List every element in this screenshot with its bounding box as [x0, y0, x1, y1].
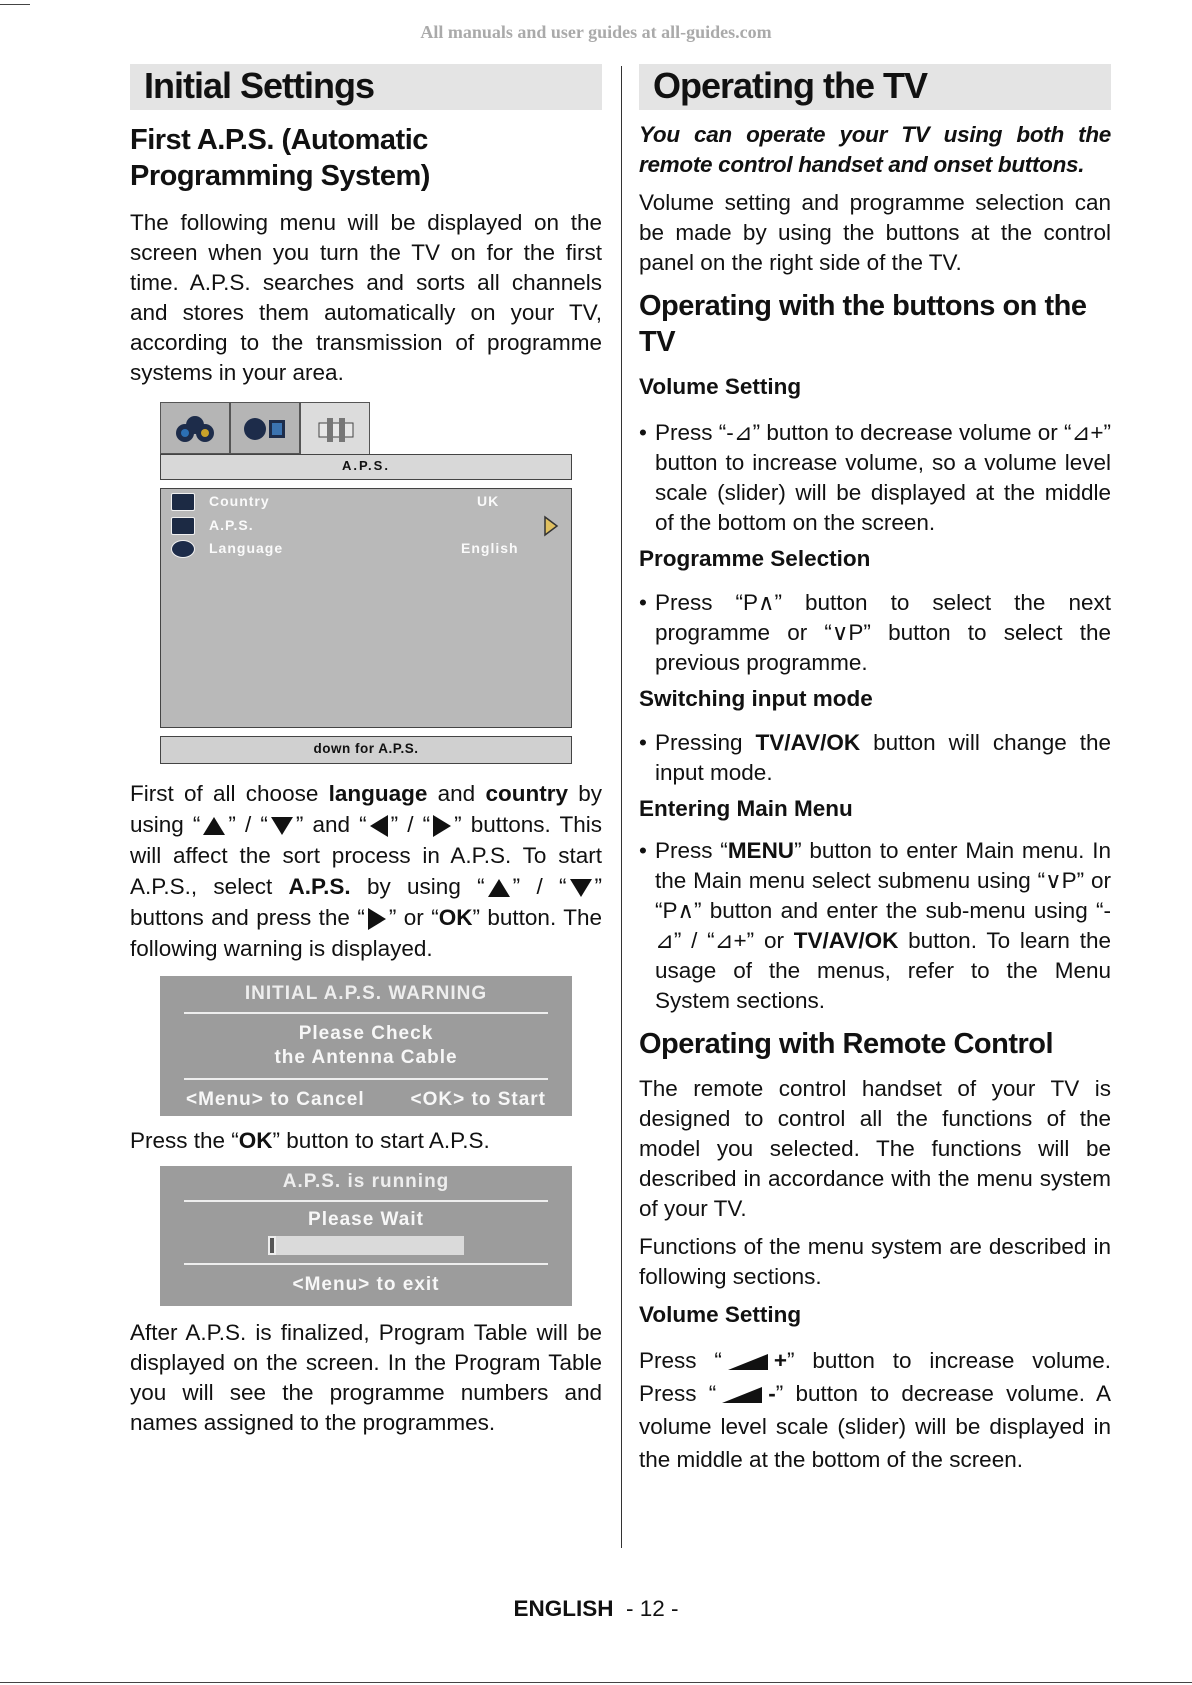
country-icon [171, 493, 195, 511]
menu-system-paragraph: Functions of the menu system are described in following sections. [639, 1234, 1111, 1289]
aps-menu-screenshot [160, 402, 572, 764]
buttons-heading: Operating with the buttons on the TV [639, 290, 1087, 358]
aps-heading-line2: Programming System) [130, 160, 430, 192]
warning-line2: the Antenna Cable [274, 1047, 458, 1068]
bottom-rule [0, 1682, 1192, 1683]
warning-rule-bottom [184, 1078, 548, 1080]
running-wait-text: Please Wait [308, 1209, 424, 1230]
aps-heading [130, 122, 602, 194]
arrow-right-icon [433, 815, 451, 837]
arrow-up-icon [203, 817, 225, 835]
programme-bullet: • Press “P∧” button to select the next programme or “∨P” button to select the previous programme. [639, 588, 1111, 678]
remote-heading: Operating with Remote Control [639, 1028, 1054, 1060]
aps-progress-fill [268, 1236, 276, 1255]
arrow-down-icon [570, 879, 592, 897]
input-heading: Switching input mode [639, 686, 873, 711]
menu-row-aps[interactable] [171, 515, 561, 537]
top-rule [0, 4, 30, 5]
arrow-right-icon [368, 908, 386, 930]
running-title: A.P.S. is running [282, 1171, 450, 1192]
arrow-left-icon [370, 815, 388, 837]
main-menu-bullet: • Press “MENU” button to enter Main menu. In the Main menu select submenu using “∨P” or “P∧” button and enter the sub-menu using “-⊿” / “⊿+” or TV/AV/OK button. To learn the usage of the menus, refer to the Menu System sections. [639, 836, 1111, 1016]
aps-warning-dialog [160, 976, 572, 1116]
aps-menu-body [160, 488, 572, 728]
selection-paragraph: First of all choose language and country by using “ ” / “ ” and “ ” / “ ” buttons. This will affect the sort process in A.P.S. To start A.P.S., select A.P.S. by using “ ” / “ ” buttons and press the “ ” or “OK” button. The following warning is displayed. [130, 781, 602, 961]
section-title-initial-settings: Initial Settings [130, 64, 602, 110]
main-menu-heading: Entering Main Menu [639, 796, 853, 821]
arrow-up-icon [488, 879, 510, 897]
aps-title-bar: A.P.S. [160, 454, 572, 480]
tab-picture-icon [160, 402, 230, 454]
warning-rule-top [184, 1012, 548, 1014]
programme-heading: Programme Selection [639, 546, 871, 571]
aps-progress-bar [268, 1236, 464, 1255]
arrow-down-icon [271, 817, 293, 835]
running-rule-top [184, 1200, 548, 1202]
right-column [639, 64, 1111, 1476]
warning-line1: Please Check [298, 1023, 434, 1044]
menu-row-label: Country [209, 493, 270, 509]
volume-heading: Volume Setting [639, 374, 802, 399]
aps-icon [171, 517, 195, 535]
menu-row-language[interactable] [171, 538, 561, 560]
operating-intro: You can operate your TV using both the remote control handset and onset buttons. [639, 122, 1111, 177]
volume-bullet: • Press “-⊿” button to decrease volume or “⊿+” button to increase volume, so a volume level scale (slider) will be displayed at the middle of the bottom on the screen. [639, 418, 1111, 538]
menu-row-value: English [461, 540, 519, 556]
volume-heading-remote: Volume Setting [639, 1302, 802, 1327]
language-icon [171, 540, 195, 558]
start-aps-paragraph: Press the “OK” button to start A.P.S. [130, 1128, 490, 1153]
intro-paragraph: The following menu will be displayed on the screen when you turn the TV on for the first time. A.P.S. searches and sorts all channels and stores them automatically on your TV, according to the transmission of programme systems in your area. [130, 210, 602, 385]
watermark: All manuals and user guides at all-guides.com [420, 22, 772, 42]
page-footer [0, 1596, 1192, 1622]
menu-row-label: Language [209, 540, 284, 556]
tab-sound-icon [230, 402, 300, 454]
program-table-paragraph: After A.P.S. is finalized, Program Table will be displayed on the screen. In the Program Table you will see the programme numbers and names assigned to the programmes. [130, 1320, 602, 1435]
running-exit-hint: <Menu> to exit [292, 1274, 440, 1295]
footer-language: ENGLISH [513, 1596, 614, 1621]
volume-down-icon [722, 1387, 762, 1403]
aps-hint-bar: down for A.P.S. [160, 736, 572, 764]
left-column [130, 64, 602, 1438]
control-panel-paragraph: Volume setting and programme selection can be made by using the buttons at the control panel on the right side of the TV. [639, 190, 1111, 275]
aps-heading-line1: First A.P.S. (Automatic [130, 124, 428, 156]
warning-start-hint: <OK> to Start [410, 1089, 546, 1110]
menu-row-country[interactable] [171, 491, 561, 513]
volume-up-icon [728, 1354, 768, 1370]
running-rule-bottom [184, 1263, 548, 1265]
warning-cancel-hint: <Menu> to Cancel [186, 1089, 365, 1110]
warning-title: INITIAL A.P.S. WARNING [244, 983, 488, 1004]
aps-running-dialog [160, 1166, 572, 1306]
page-number: - 12 - [626, 1596, 679, 1621]
input-bullet: • Pressing TV/AV/OK button will change the input mode. [639, 728, 1111, 788]
tab-install-icon [300, 402, 370, 454]
menu-row-label: A.P.S. [209, 517, 254, 533]
remote-paragraph: The remote control handset of your TV is designed to control all the functions of the model you selected. The functions will be described in accordance with the menu system of your TV. [639, 1076, 1111, 1221]
section-title-operating-tv: Operating the TV [639, 64, 1111, 110]
menu-row-value: UK [477, 493, 500, 509]
remote-volume-paragraph: Press “ +” button to increase volume. Press “ -” button to decrease volume. A volume level scale (slider) will be displayed in the middle at the bottom of the screen. [639, 1348, 1111, 1472]
column-divider [621, 66, 622, 1548]
